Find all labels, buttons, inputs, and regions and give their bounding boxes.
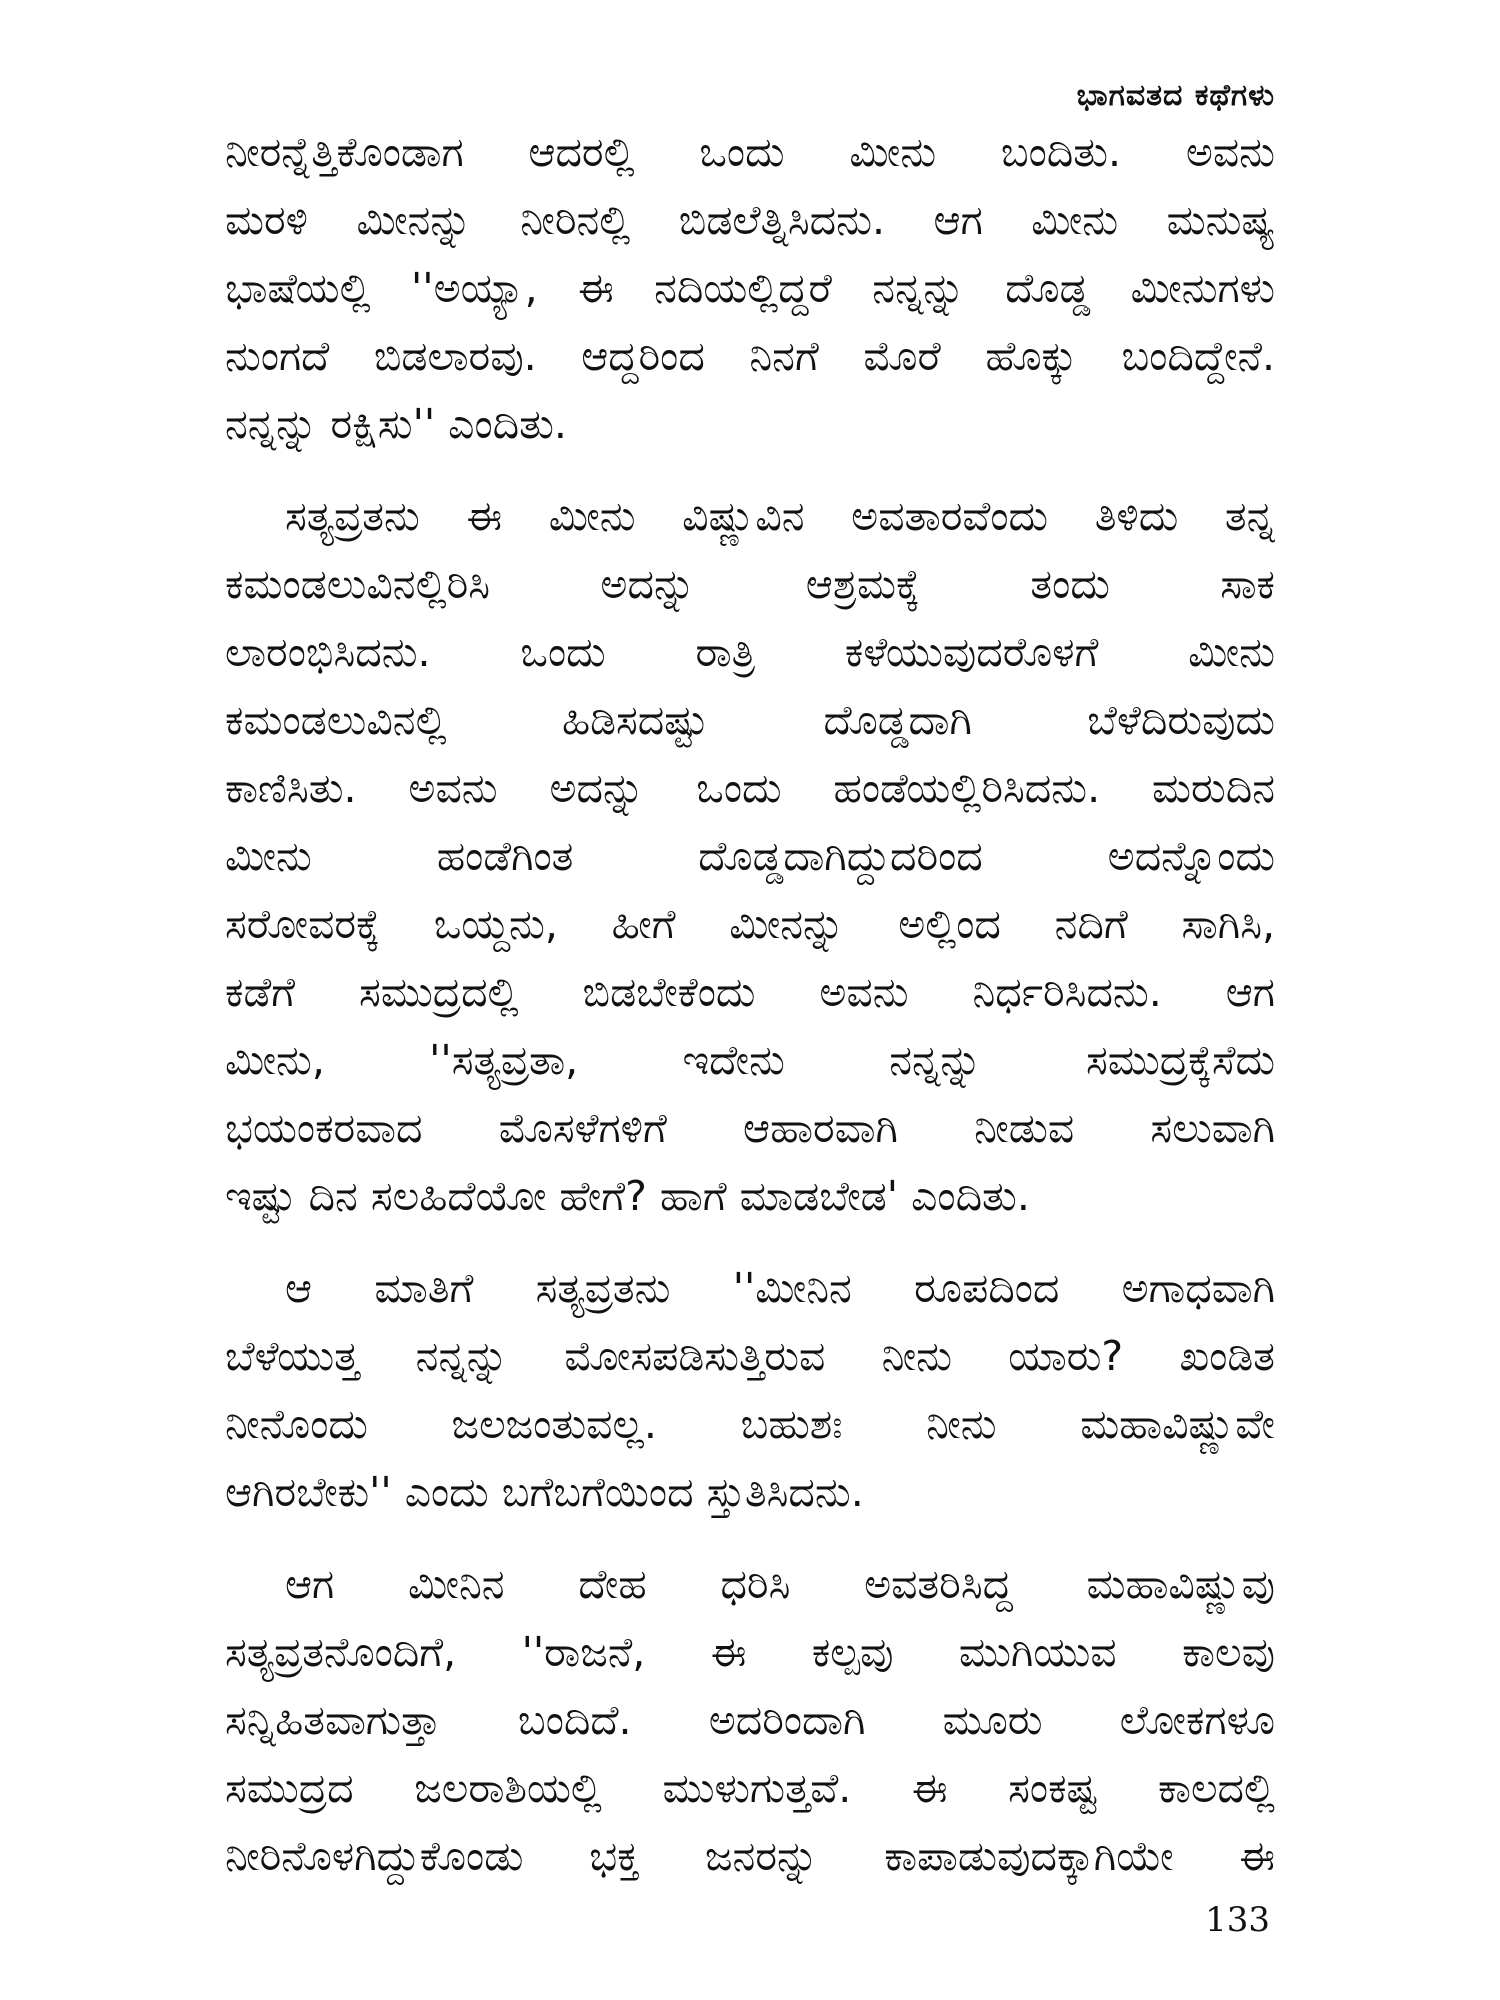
text-line: ಸನ್ನಿಹಿತವಾಗುತ್ತಾ ಬಂದಿದೆ. ಅದರಿಂದಾಗಿ ಮೂರು ಲೋಕಗಳೂ — [225, 1696, 1275, 1744]
text-line: ಕಾಣಿಸಿತು. ಅವನು ಅದನ್ನು ಒಂದು ಹಂಡೆಯಲ್ಲಿರಿಸಿದನು. ಮರುದಿನ — [225, 764, 1275, 812]
text-line: ಸಮುದ್ರದ ಜಲರಾಶಿಯಲ್ಲಿ ಮುಳುಗುತ್ತವೆ. ಈ ಸಂಕಷ್ಟ ಕಾಲದಲ್ಲಿ — [225, 1764, 1275, 1812]
page-number: 133 — [1205, 1900, 1270, 1940]
text-line: ಸರೋವರಕ್ಕೆ ಒಯ್ದನು, ಹೀಗೆ ಮೀನನ್ನು ಅಲ್ಲಿಂದ ನದಿಗೆ ಸಾಗಿಸಿ, — [225, 900, 1275, 948]
text-line: ಸತ್ಯವ್ರತನೊಂದಿಗೆ, ''ರಾಜನೆ, ಈ ಕಲ್ಪವು ಮುಗಿಯುವ ಕಾಲವು — [225, 1628, 1275, 1676]
text-line: ಭಯಂಕರವಾದ ಮೊಸಳೆಗಳಿಗೆ ಆಹಾರವಾಗಿ ನೀಡುವ ಸಲುವಾಗಿ — [225, 1104, 1275, 1152]
text-line: ಕಮಂಡಲುವಿನಲ್ಲಿ ಹಿಡಿಸದಷ್ಟು ದೊಡ್ಡದಾಗಿ ಬೆಳೆದಿರುವುದು — [225, 696, 1275, 744]
body-text — [225, 118, 1275, 1890]
text-line: ಕಮಂಡಲುವಿನಲ್ಲಿರಿಸಿ ಅದನ್ನು ಆಶ್ರಮಕ್ಕೆ ತಂದು ಸಾಕ — [225, 560, 1275, 608]
text-line: ನೀನೊಂದು ಜಲಜಂತುವಲ್ಲ. ಬಹುಶಃ ನೀನು ಮಹಾವಿಷ್ಣುವೇ — [225, 1400, 1275, 1448]
text-line: ಮೀನು, ''ಸತ್ಯವ್ರತಾ, ಇದೇನು ನನ್ನನ್ನು ಸಮುದ್ರಕ್ಕೆಸೆದು — [225, 1036, 1275, 1084]
text-line: ಬೆಳೆಯುತ್ತ ನನ್ನನ್ನು ಮೋಸಪಡಿಸುತ್ತಿರುವ ನೀನು ಯಾರು? ಖಂಡಿತ — [225, 1332, 1275, 1380]
text-line: ಸತ್ಯವ್ರತನು ಈ ಮೀನು ವಿಷ್ಣುವಿನ ಅವತಾರವೆಂದು ತಿಳಿದು ತನ್ನ — [285, 492, 1275, 540]
paragraph-2 — [225, 482, 1275, 1230]
text-line: ಆಗಿರಬೇಕು'' ಎಂದು ಬಗೆಬಗೆಯಿಂದ ಸ್ತುತಿಸಿದನು. — [225, 1468, 864, 1516]
text-line: ನನ್ನನ್ನು ರಕ್ಷಿಸು'' ಎಂದಿತು. — [225, 400, 567, 448]
text-line: ಆ ಮಾತಿಗೆ ಸತ್ಯವ್ರತನು ''ಮೀನಿನ ರೂಪದಿಂದ ಅಗಾಧವಾಗಿ — [285, 1264, 1275, 1312]
text-line: ಆಗ ಮೀನಿನ ದೇಹ ಧರಿಸಿ ಅವತರಿಸಿದ್ದ ಮಹಾವಿಷ್ಣುವು — [285, 1560, 1275, 1608]
text-line: ನೀರಿನೊಳಗಿದ್ದುಕೊಂಡು ಭಕ್ತ ಜನರನ್ನು ಕಾಪಾಡುವುದಕ್ಕಾಗಿಯೇ ಈ — [225, 1832, 1275, 1880]
text-line: ಕಡೆಗೆ ಸಮುದ್ರದಲ್ಲಿ ಬಿಡಬೇಕೆಂದು ಅವನು ನಿರ್ಧರಿಸಿದನು. ಆಗ — [225, 968, 1275, 1016]
paragraph-1 — [225, 118, 1275, 458]
paragraph-3 — [225, 1254, 1275, 1526]
paragraph-4 — [225, 1550, 1275, 1890]
text-line: ಮರಳಿ ಮೀನನ್ನು ನೀರಿನಲ್ಲಿ ಬಿಡಲೆತ್ನಿಸಿದನು. ಆಗ ಮೀನು ಮನುಷ್ಯ — [225, 196, 1275, 244]
running-header: ಭಾಗವತದ ಕಥೆಗಳು — [1076, 78, 1275, 113]
text-line: ಲಾರಂಭಿಸಿದನು. ಒಂದು ರಾತ್ರಿ ಕಳೆಯುವುದರೊಳಗೆ ಮೀನು — [225, 628, 1275, 676]
text-line: ಇಷ್ಟು ದಿನ ಸಲಹಿದೆಯೋ ಹೇಗೆ? ಹಾಗೆ ಮಾಡಬೇಡ' ಎಂದಿತು. — [225, 1172, 1030, 1220]
text-line: ಭಾಷೆಯಲ್ಲಿ ''ಅಯ್ಯಾ, ಈ ನದಿಯಲ್ಲಿದ್ದರೆ ನನ್ನನ್ನು ದೊಡ್ಡ ಮೀನುಗಳು — [225, 264, 1275, 312]
text-line: ನುಂಗದೆ ಬಿಡಲಾರವು. ಆದ್ದರಿಂದ ನಿನಗೆ ಮೊರೆ ಹೊಕ್ಕು ಬಂದಿದ್ದೇನೆ. — [225, 332, 1275, 380]
text-line: ನೀರನ್ನೆತ್ತಿಕೊಂಡಾಗ ಆದರಲ್ಲಿ ಒಂದು ಮೀನು ಬಂದಿತು. ಅವನು — [225, 128, 1275, 176]
text-line: ಮೀನು ಹಂಡೆಗಿಂತ ದೊಡ್ಡದಾಗಿದ್ದುದರಿಂದ ಅದನ್ನೊಂದು — [225, 832, 1275, 880]
